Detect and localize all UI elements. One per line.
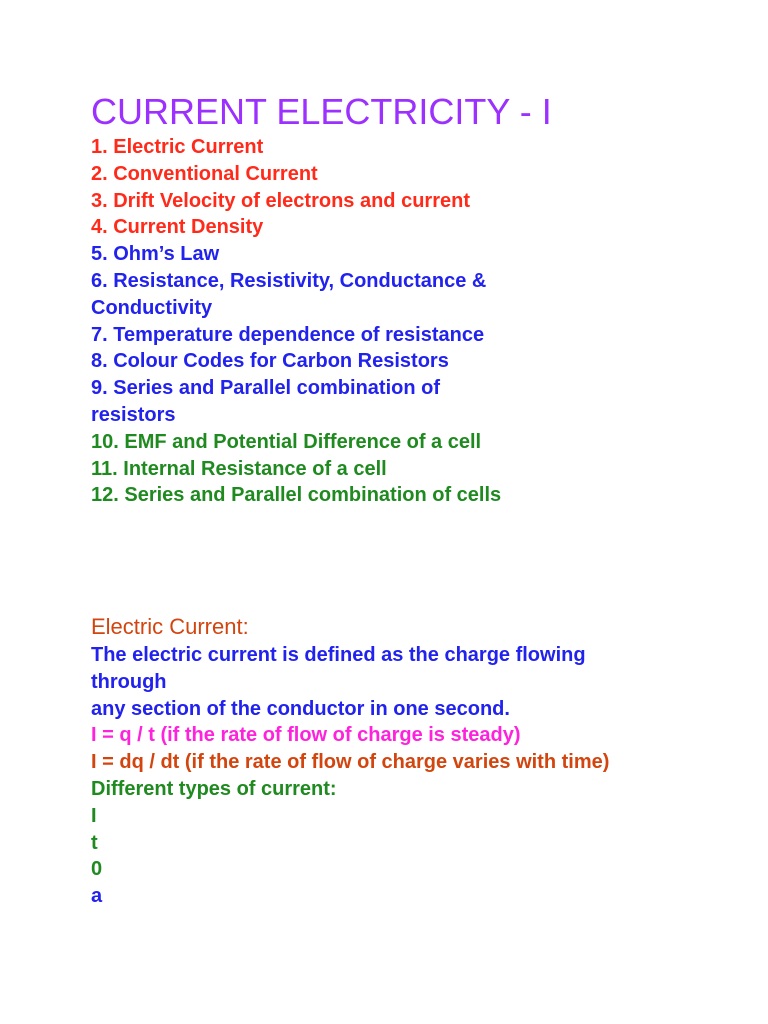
body-line: 0: [91, 858, 103, 881]
topic-item: 11. Internal Resistance of a cell: [91, 457, 387, 480]
topic-item: 12. Series and Parallel combination of cells: [91, 484, 502, 507]
topic-item: Conductivity: [91, 296, 213, 319]
body-line: t: [91, 831, 98, 854]
document-title: CURRENT ELECTRICITY - I: [91, 91, 552, 132]
topic-item: 6. Resistance, Resistivity, Conductance &: [91, 269, 487, 292]
topic-item: 4. Current Density: [91, 216, 264, 239]
section-body: [91, 642, 751, 910]
topic-item: 9. Series and Parallel combination of: [91, 377, 440, 400]
body-line: Different types of current:: [91, 777, 337, 800]
topic-item: 2. Conventional Current: [91, 162, 318, 185]
topic-item: 1. Electric Current: [91, 136, 264, 158]
formula-line: I = dq / dt (if the rate of flow of charge varies with time): [91, 751, 610, 774]
body-line: The electric current is defined as the charge flowing: [91, 644, 586, 666]
topic-item: 8. Colour Codes for Carbon Resistors: [91, 350, 449, 373]
section-heading: Electric Current:: [91, 614, 249, 639]
topic-item: 7. Temperature dependence of resistance: [91, 323, 485, 346]
topics-list: [91, 134, 501, 509]
electric-current-section: [91, 612, 751, 910]
body-line: any section of the conductor in one second.: [91, 697, 510, 720]
topic-item: 10. EMF and Potential Difference of a cell: [91, 430, 482, 453]
topic-item: 5. Ohm’s Law: [91, 243, 220, 266]
topic-item: resistors: [91, 403, 176, 426]
body-line: through: [91, 670, 167, 693]
formula-line: I = q / t (if the rate of flow of charge is steady): [91, 724, 521, 747]
body-line: I: [91, 804, 97, 827]
topic-item: 3. Drift Velocity of electrons and current: [91, 189, 470, 212]
body-line: a: [91, 885, 103, 908]
